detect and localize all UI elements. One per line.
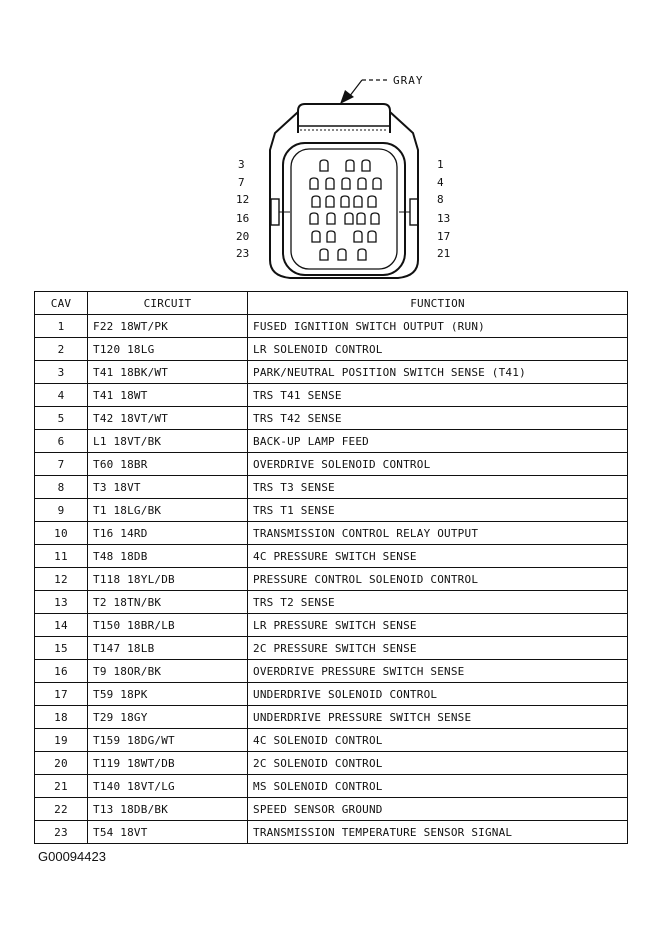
cav-cell: 10 bbox=[35, 522, 88, 545]
connector-cavity bbox=[310, 213, 318, 224]
cav-cell: 8 bbox=[35, 476, 88, 499]
right-label-4: 13 bbox=[437, 212, 451, 225]
table-row bbox=[35, 476, 628, 499]
left-label-5: 20 bbox=[236, 230, 250, 243]
connector-color-label: GRAY bbox=[393, 74, 424, 87]
function-cell: 2C PRESSURE SWITCH SENSE bbox=[248, 637, 628, 660]
table-row bbox=[35, 522, 628, 545]
function-cell: UNDERDRIVE PRESSURE SWITCH SENSE bbox=[248, 706, 628, 729]
table-row bbox=[35, 384, 628, 407]
cav-cell: 17 bbox=[35, 683, 88, 706]
table-row bbox=[35, 821, 628, 844]
cav-cell: 12 bbox=[35, 568, 88, 591]
circuit-cell: T3 18VT bbox=[88, 476, 248, 499]
function-cell: LR SOLENOID CONTROL bbox=[248, 338, 628, 361]
connector-cavity bbox=[362, 160, 370, 171]
function-cell: TRS T3 SENSE bbox=[248, 476, 628, 499]
circuit-cell: T16 14RD bbox=[88, 522, 248, 545]
connector-cavity bbox=[320, 249, 328, 260]
cav-cell: 18 bbox=[35, 706, 88, 729]
table-row bbox=[35, 545, 628, 568]
circuit-cell: T1 18LG/BK bbox=[88, 499, 248, 522]
table-row bbox=[35, 637, 628, 660]
connector-cavity bbox=[327, 213, 335, 224]
function-cell: SPEED SENSOR GROUND bbox=[248, 798, 628, 821]
table-row bbox=[35, 706, 628, 729]
left-label-1: 3 bbox=[238, 158, 245, 171]
connector-cavity bbox=[326, 196, 334, 207]
function-cell: OVERDRIVE SOLENOID CONTROL bbox=[248, 453, 628, 476]
function-cell: TRS T2 SENSE bbox=[248, 591, 628, 614]
left-label-4: 16 bbox=[236, 212, 250, 225]
circuit-cell: F22 18WT/PK bbox=[88, 315, 248, 338]
callout-arrowhead bbox=[340, 90, 354, 104]
function-cell: TRANSMISSION CONTROL RELAY OUTPUT bbox=[248, 522, 628, 545]
left-label-2: 7 bbox=[238, 176, 245, 189]
circuit-cell: T150 18BR/LB bbox=[88, 614, 248, 637]
right-label-2: 4 bbox=[437, 176, 444, 189]
connector-diagram bbox=[0, 0, 670, 290]
circuit-cell: T2 18TN/BK bbox=[88, 591, 248, 614]
circuit-cell: T29 18GY bbox=[88, 706, 248, 729]
table-header-row bbox=[35, 292, 628, 315]
connector-cavity bbox=[345, 213, 353, 224]
connector-cavity bbox=[354, 231, 362, 242]
table-row bbox=[35, 407, 628, 430]
circuit-cell: T9 18OR/BK bbox=[88, 660, 248, 683]
pinout-table bbox=[34, 291, 628, 844]
connector-cavities bbox=[310, 160, 381, 260]
left-label-3: 12 bbox=[236, 193, 250, 206]
left-cavity-labels bbox=[236, 158, 249, 260]
right-cavity-labels bbox=[437, 158, 450, 260]
function-cell: OVERDRIVE PRESSURE SWITCH SENSE bbox=[248, 660, 628, 683]
connector-cavity bbox=[358, 178, 366, 189]
table-row bbox=[35, 499, 628, 522]
cav-cell: 19 bbox=[35, 729, 88, 752]
table-row bbox=[35, 315, 628, 338]
connector-cavity bbox=[368, 231, 376, 242]
header-function: FUNCTION bbox=[248, 292, 628, 315]
table-row bbox=[35, 338, 628, 361]
connector-cavity bbox=[346, 160, 354, 171]
circuit-cell: T120 18LG bbox=[88, 338, 248, 361]
circuit-cell: T159 18DG/WT bbox=[88, 729, 248, 752]
right-label-1: 1 bbox=[437, 158, 444, 171]
left-label-6: 23 bbox=[236, 247, 250, 260]
connector-cavity bbox=[338, 249, 346, 260]
circuit-cell: T41 18BK/WT bbox=[88, 361, 248, 384]
connector-cavity bbox=[327, 231, 335, 242]
cav-cell: 5 bbox=[35, 407, 88, 430]
circuit-cell: T48 18DB bbox=[88, 545, 248, 568]
table-row bbox=[35, 568, 628, 591]
function-cell: BACK-UP LAMP FEED bbox=[248, 430, 628, 453]
function-cell: FUSED IGNITION SWITCH OUTPUT (RUN) bbox=[248, 315, 628, 338]
circuit-cell: T13 18DB/BK bbox=[88, 798, 248, 821]
table-row bbox=[35, 798, 628, 821]
circuit-cell: T59 18PK bbox=[88, 683, 248, 706]
cav-cell: 7 bbox=[35, 453, 88, 476]
pinout-table-body bbox=[35, 315, 628, 844]
connector-cavity bbox=[358, 249, 366, 260]
header-circuit: CIRCUIT bbox=[88, 292, 248, 315]
right-label-3: 8 bbox=[437, 193, 444, 206]
circuit-cell: T42 18VT/WT bbox=[88, 407, 248, 430]
cav-cell: 4 bbox=[35, 384, 88, 407]
table-row bbox=[35, 453, 628, 476]
cav-cell: 14 bbox=[35, 614, 88, 637]
circuit-cell: T60 18BR bbox=[88, 453, 248, 476]
circuit-cell: T147 18LB bbox=[88, 637, 248, 660]
circuit-cell: T119 18WT/DB bbox=[88, 752, 248, 775]
function-cell: 4C PRESSURE SWITCH SENSE bbox=[248, 545, 628, 568]
circuit-cell: T41 18WT bbox=[88, 384, 248, 407]
table-row bbox=[35, 591, 628, 614]
table-row bbox=[35, 660, 628, 683]
cav-cell: 13 bbox=[35, 591, 88, 614]
table-row bbox=[35, 775, 628, 798]
function-cell: MS SOLENOID CONTROL bbox=[248, 775, 628, 798]
connector-cavity bbox=[357, 213, 365, 224]
connector-body bbox=[270, 104, 418, 278]
cav-cell: 1 bbox=[35, 315, 88, 338]
right-label-5: 17 bbox=[437, 230, 451, 243]
function-cell: TRS T42 SENSE bbox=[248, 407, 628, 430]
connector-cavity bbox=[326, 178, 334, 189]
cav-cell: 2 bbox=[35, 338, 88, 361]
cav-cell: 3 bbox=[35, 361, 88, 384]
table-row bbox=[35, 430, 628, 453]
connector-cavity bbox=[320, 160, 328, 171]
function-cell: UNDERDRIVE SOLENOID CONTROL bbox=[248, 683, 628, 706]
connector-cavity bbox=[373, 178, 381, 189]
connector-cavity bbox=[312, 196, 320, 207]
function-cell: TRS T41 SENSE bbox=[248, 384, 628, 407]
figure-id: G00094423 bbox=[38, 849, 106, 864]
connector-cavity bbox=[341, 196, 349, 207]
right-label-6: 21 bbox=[437, 247, 451, 260]
function-cell: 2C SOLENOID CONTROL bbox=[248, 752, 628, 775]
cav-cell: 16 bbox=[35, 660, 88, 683]
table-row bbox=[35, 729, 628, 752]
function-cell: LR PRESSURE SWITCH SENSE bbox=[248, 614, 628, 637]
table-row bbox=[35, 683, 628, 706]
cav-cell: 15 bbox=[35, 637, 88, 660]
cav-cell: 6 bbox=[35, 430, 88, 453]
cav-cell: 20 bbox=[35, 752, 88, 775]
connector-cavity bbox=[354, 196, 362, 207]
connector-cavity bbox=[310, 178, 318, 189]
circuit-cell: T140 18VT/LG bbox=[88, 775, 248, 798]
cav-cell: 21 bbox=[35, 775, 88, 798]
circuit-cell: L1 18VT/BK bbox=[88, 430, 248, 453]
cav-cell: 22 bbox=[35, 798, 88, 821]
connector-cavity bbox=[368, 196, 376, 207]
function-cell: 4C SOLENOID CONTROL bbox=[248, 729, 628, 752]
circuit-cell: T118 18YL/DB bbox=[88, 568, 248, 591]
function-cell: TRS T1 SENSE bbox=[248, 499, 628, 522]
cav-cell: 23 bbox=[35, 821, 88, 844]
table-row bbox=[35, 361, 628, 384]
connector-cavity bbox=[312, 231, 320, 242]
cav-cell: 11 bbox=[35, 545, 88, 568]
connector-cavity bbox=[342, 178, 350, 189]
table-row bbox=[35, 614, 628, 637]
table-row bbox=[35, 752, 628, 775]
function-cell: TRANSMISSION TEMPERATURE SENSOR SIGNAL bbox=[248, 821, 628, 844]
connector-cavity bbox=[371, 213, 379, 224]
cav-cell: 9 bbox=[35, 499, 88, 522]
callout-leader-line bbox=[349, 80, 388, 97]
function-cell: PRESSURE CONTROL SOLENOID CONTROL bbox=[248, 568, 628, 591]
function-cell: PARK/NEUTRAL POSITION SWITCH SENSE (T41) bbox=[248, 361, 628, 384]
circuit-cell: T54 18VT bbox=[88, 821, 248, 844]
header-cav: CAV bbox=[35, 292, 88, 315]
